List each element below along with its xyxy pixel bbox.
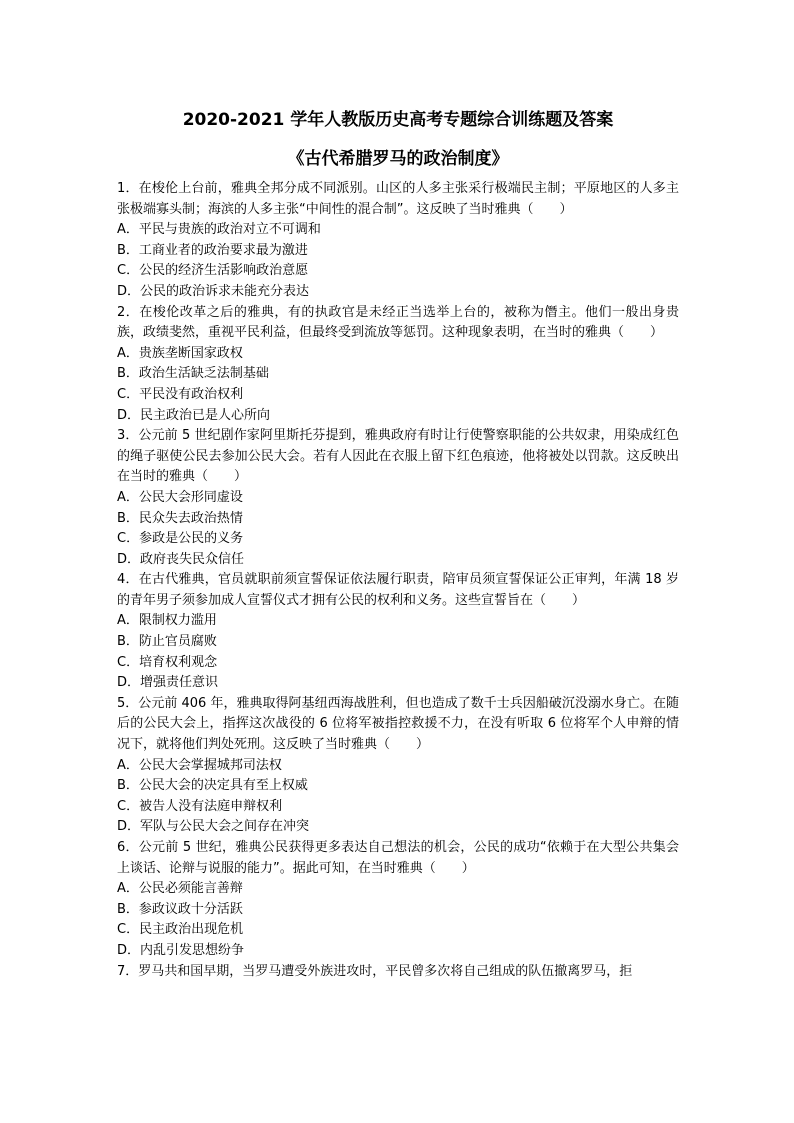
option-c: C．培育权利观念 <box>117 654 218 670</box>
question-stem: 4．在古代雅典，官员就职前须宣誓保证依法履行职责，陪审员须宣誓保证公正审判，年满 18 岁的青年男子须参加成人宣誓仪式才拥有公民的权利和义务。这些宣誓旨在（ ） <box>117 572 679 608</box>
option-d: D．军队与公民大会之间存在冲突 <box>117 819 310 835</box>
option-c: C．公民的经济生活影响政治意愿 <box>117 263 309 279</box>
document-title: 2020-2021 学年人教版历史高考专题综合训练题及答案 <box>182 110 614 130</box>
option-d: D．民主政治已是人心所向 <box>117 407 271 423</box>
question-stem: 2．在梭伦改革之后的雅典，有的执政官是未经正当选举上台的，被称为僭主。他们一般出身贵族，政绩斐然，重视平民利益，但最终受到流放等惩罚。这种现象表明，在当时的雅典（ ） <box>117 304 679 341</box>
question-6 <box>117 838 679 962</box>
question-4 <box>117 570 679 694</box>
document-page <box>117 96 679 982</box>
option-b: B．政治生活缺乏法制基础 <box>117 366 269 382</box>
question-stem: 5．公元前 406 年，雅典取得阿基纽西海战胜利，但也造成了数千士兵因船破沉没溺水身亡。在随后的公民大会上，指挥这次战役的 6 位将军被指控救援不力，在没有听取 6 位将军个人申辩的情况下，就将他们判处死刑。这反映了当时雅典（ ） <box>117 695 679 753</box>
option-b: B．公民大会的决定具有至上权威 <box>117 778 308 794</box>
question-stem: 7．罗马共和国早期，当罗马遭受外族进攻时，平民曾多次将自己组成的队伍撤离罗马，拒 <box>117 963 633 979</box>
question-stem: 3．公元前 5 世纪剧作家阿里斯托芬提到，雅典政府有时让行使警察职能的公共奴隶，用染成红色的绳子驱使公民去参加公民大会。若有人因此在衣服上留下红色痕迹，他将被处以罚款。这反映出在当时的雅典（ ） <box>117 428 679 485</box>
question-3 <box>117 426 679 570</box>
option-a: A．限制权力滥用 <box>117 613 217 629</box>
option-a: A．平民与贵族的政治对立不可调和 <box>117 222 321 238</box>
option-a: A．公民大会掌握城邦司法权 <box>117 757 282 773</box>
option-d: D．增强责任意识 <box>117 675 219 691</box>
question-7 <box>117 962 679 983</box>
option-b: B．参政议政十分活跃 <box>117 901 243 917</box>
question-1 <box>117 179 679 303</box>
option-a: A．公民大会形同虚设 <box>117 489 243 505</box>
option-d: D．内乱引发思想纷争 <box>117 942 245 958</box>
option-c: C．平民没有政治权利 <box>117 386 244 402</box>
document-subtitle: 《古代希腊罗马的政治制度》 <box>287 149 509 169</box>
question-5 <box>117 694 679 838</box>
option-c: C．民主政治出现危机 <box>117 922 244 938</box>
option-c: C．被告人没有法庭申辩权利 <box>117 798 283 814</box>
option-d: D．政府丧失民众信任 <box>117 551 245 567</box>
question-2 <box>117 303 679 427</box>
option-d: D．公民的政治诉求未能充分表达 <box>117 283 310 299</box>
question-stem: 6．公元前 5 世纪，雅典公民获得更多表达自己想法的机会，公民的成功“依赖于在大型公共集会上谈话、论辩与说服的能力”。据此可知，在当时雅典（ ） <box>117 840 679 876</box>
option-a: A．贵族垄断国家政权 <box>117 345 243 361</box>
option-b: B．工商业者的政治要求最为激进 <box>117 242 308 258</box>
question-stem: 1．在梭伦上台前，雅典全邦分成不同派别。山区的人多主张采行极端民主制；平原地区的人多主张极端寡头制；海滨的人多主张“中间性的混合制”。这反映了当时雅典（ ） <box>117 181 679 217</box>
option-c: C．参政是公民的义务 <box>117 531 244 547</box>
option-a: A．公民必须能言善辩 <box>117 881 243 897</box>
option-b: B．民众失去政治热情 <box>117 510 243 526</box>
option-b: B．防止官员腐败 <box>117 634 217 650</box>
